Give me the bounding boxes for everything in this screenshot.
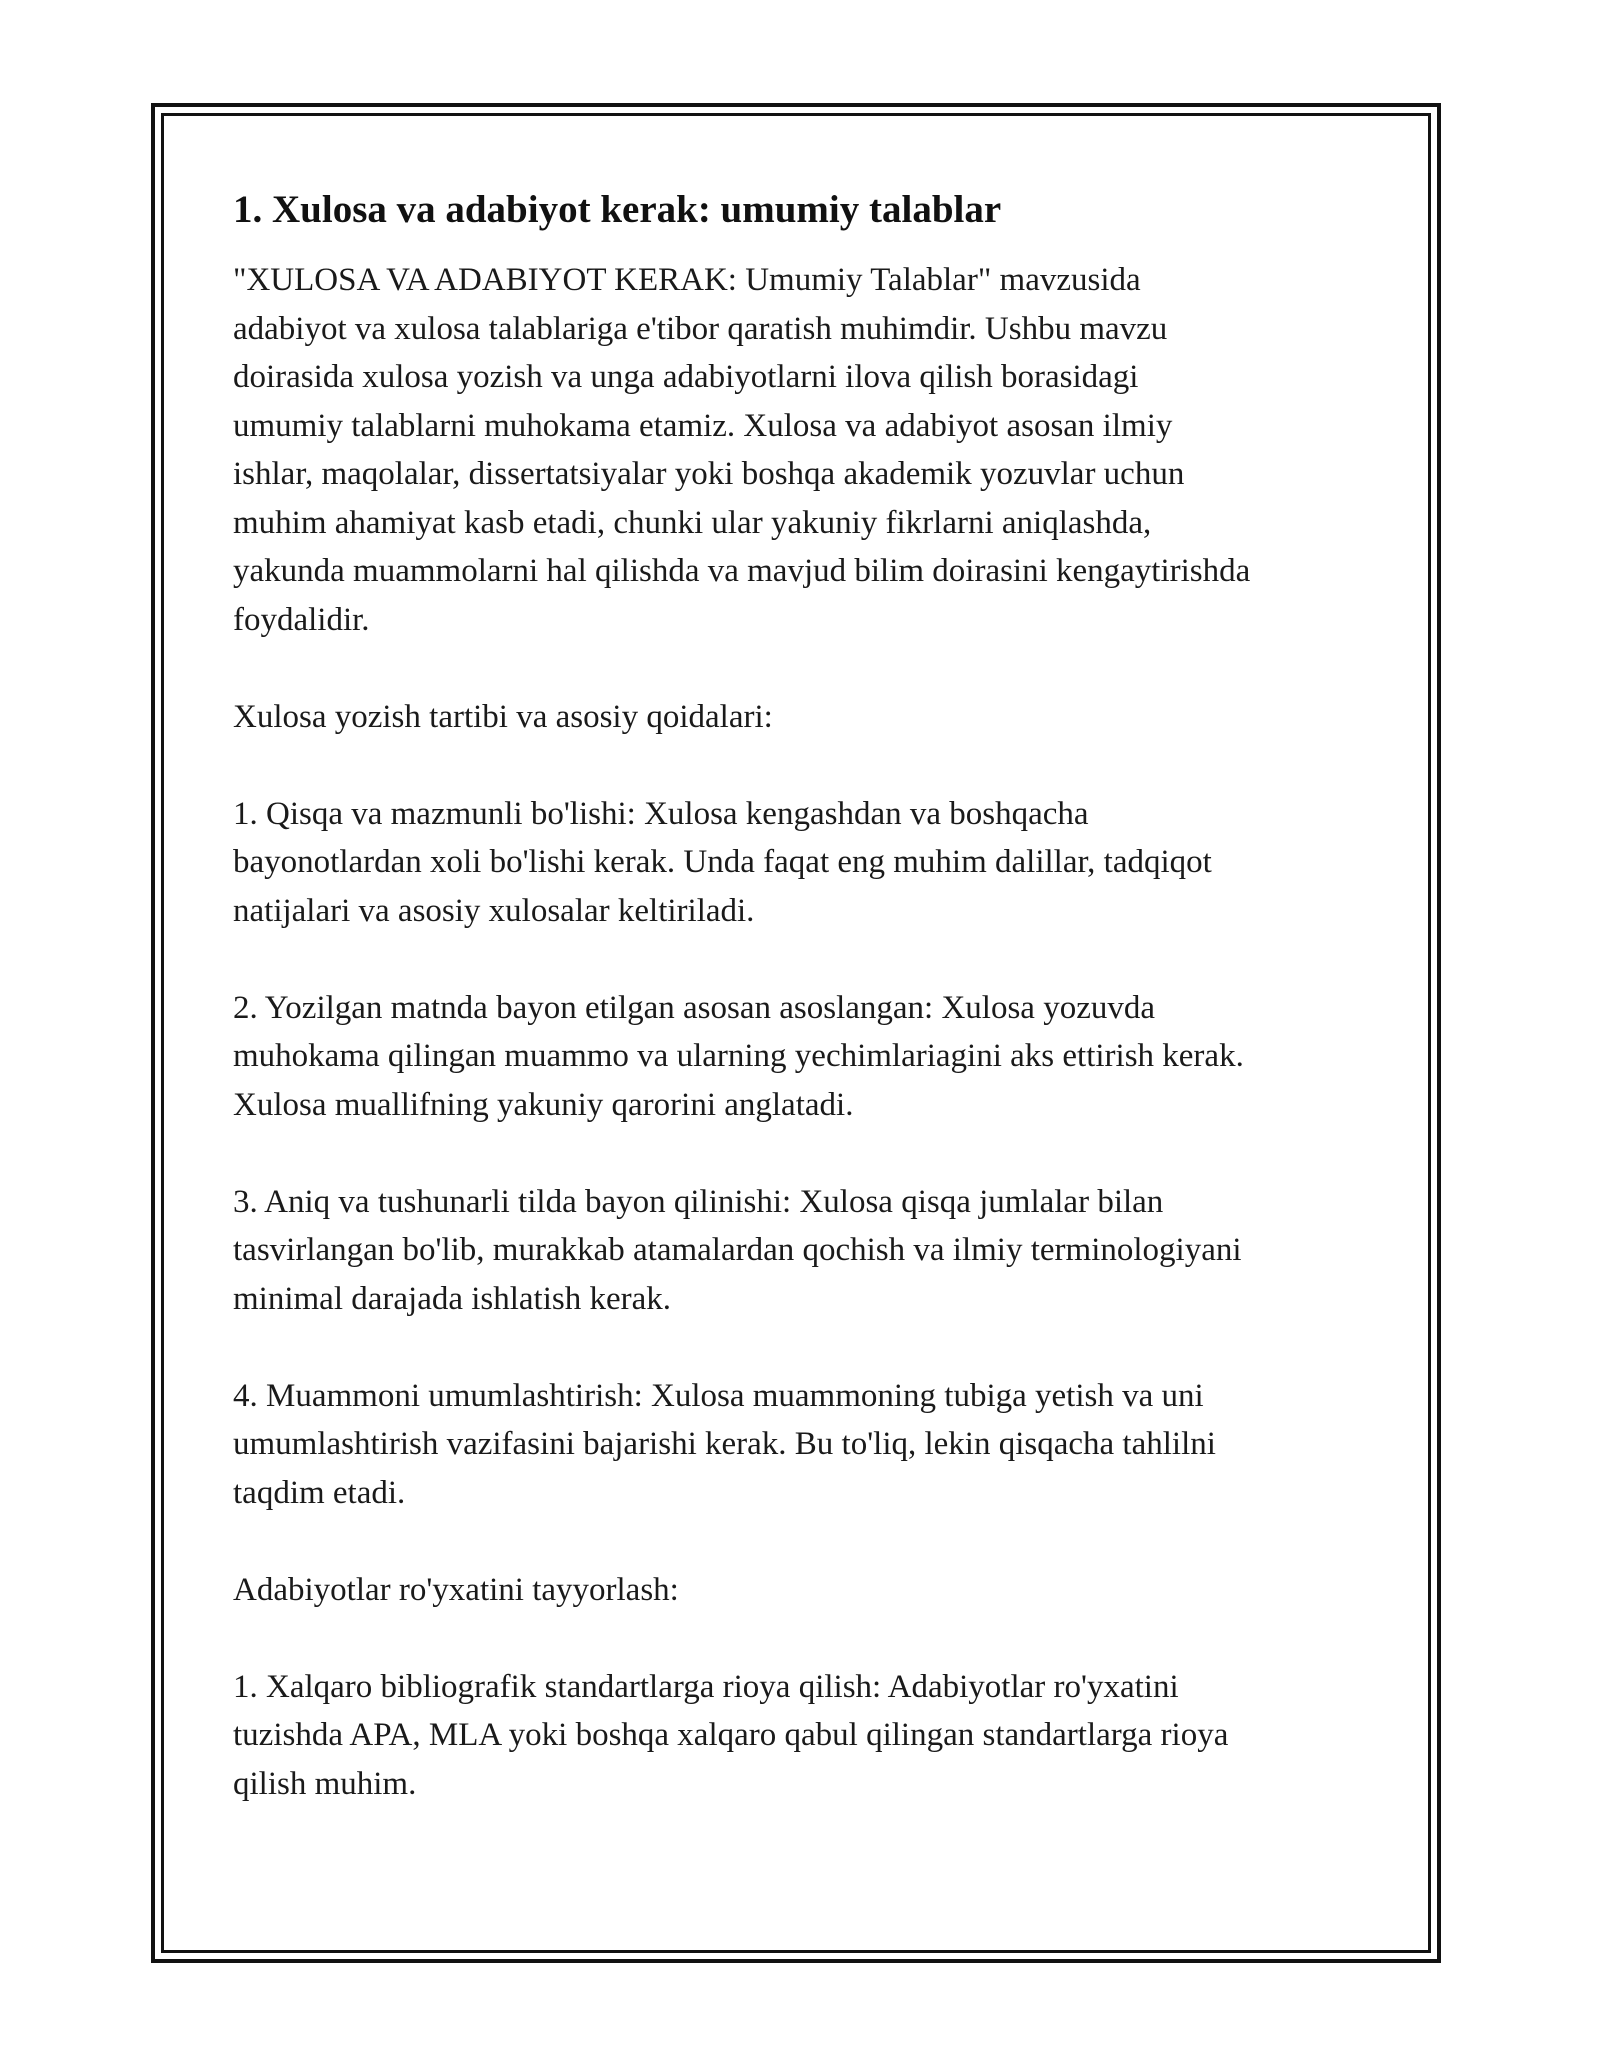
conclusion-rules-heading: Xulosa yozish tartibi va asosiy qoidalari:: [233, 698, 773, 735]
spacer: [233, 234, 1373, 256]
section-heading: 1. Xulosa va adabiyot kerak: umumiy talablar: [233, 188, 1002, 231]
spacer: [233, 935, 1373, 984]
intro-paragraph: "XULOSA VA ADABIYOT KERAK: Umumiy Talablar" mavzusida adabiyot va xulosa talablariga e'tibor qaratish muhimdir. Ushbu mavzu doirasida xulosa yozish va unga adabiyotlarni ilova qilish borasidagi umumiy talablarni muhokama etamiz. Xulosa va adabiyot asosan ilmiy ishlar, maqolalar, dissertatsiyalar yoki boshqa akademik yozuvlar uchun muhim ahamiyat kasb etadi, chunki ular yakuniy fikrlarni aniqlashda, yakunda muammolarni hal qilishda va mavjud bilim doirasini kengaytirishda foydalidir.: [233, 262, 1251, 638]
document-body: [233, 186, 1373, 1808]
spacer: [233, 1323, 1373, 1372]
bibliography-heading: Adabiyotlar ro'yxatini tayyorlash:: [233, 1571, 679, 1608]
conclusion-rule-1: 1. Qisqa va mazmunli bo'lishi: Xulosa kengashdan va boshqacha bayonotlardan xoli bo'lishi kerak. Unda faqat eng muhim dalillar, tadqiqot natijalari va asosiy xulosalar keltiriladi.: [233, 795, 1212, 929]
spacer: [233, 1129, 1373, 1178]
spacer: [233, 741, 1373, 790]
conclusion-rule-4: 4. Muammoni umumlashtirish: Xulosa muammoning tubiga yetish va uni umumlashtirish vazifasini bajarishi kerak. Bu to'liq, lekin qisqacha tahlilni taqdim etadi.: [233, 1377, 1216, 1511]
spacer: [233, 644, 1373, 693]
conclusion-rule-3: 3. Aniq va tushunarli tilda bayon qilinishi: Xulosa qisqa jumlalar bilan tasvirlangan bo'lib, murakkab atamalardan qochish va ilmiy terminologiyani minimal darajada ishlatish kerak.: [233, 1183, 1242, 1317]
bibliography-rule-1: 1. Xalqaro bibliografik standartlarga rioya qilish: Adabiyotlar ro'yxatini tuzishda APA, MLA yoki boshqa xalqaro qabul qilingan standartlarga rioya qilish muhim.: [233, 1668, 1229, 1802]
spacer: [233, 1517, 1373, 1566]
spacer: [233, 1614, 1373, 1663]
conclusion-rule-2: 2. Yozilgan matnda bayon etilgan asosan asoslangan: Xulosa yozuvda muhokama qilingan muammo va ularning yechimlariagini aks ettirish kerak. Xulosa muallifning yakuniy qarorini anglatadi.: [233, 989, 1244, 1123]
